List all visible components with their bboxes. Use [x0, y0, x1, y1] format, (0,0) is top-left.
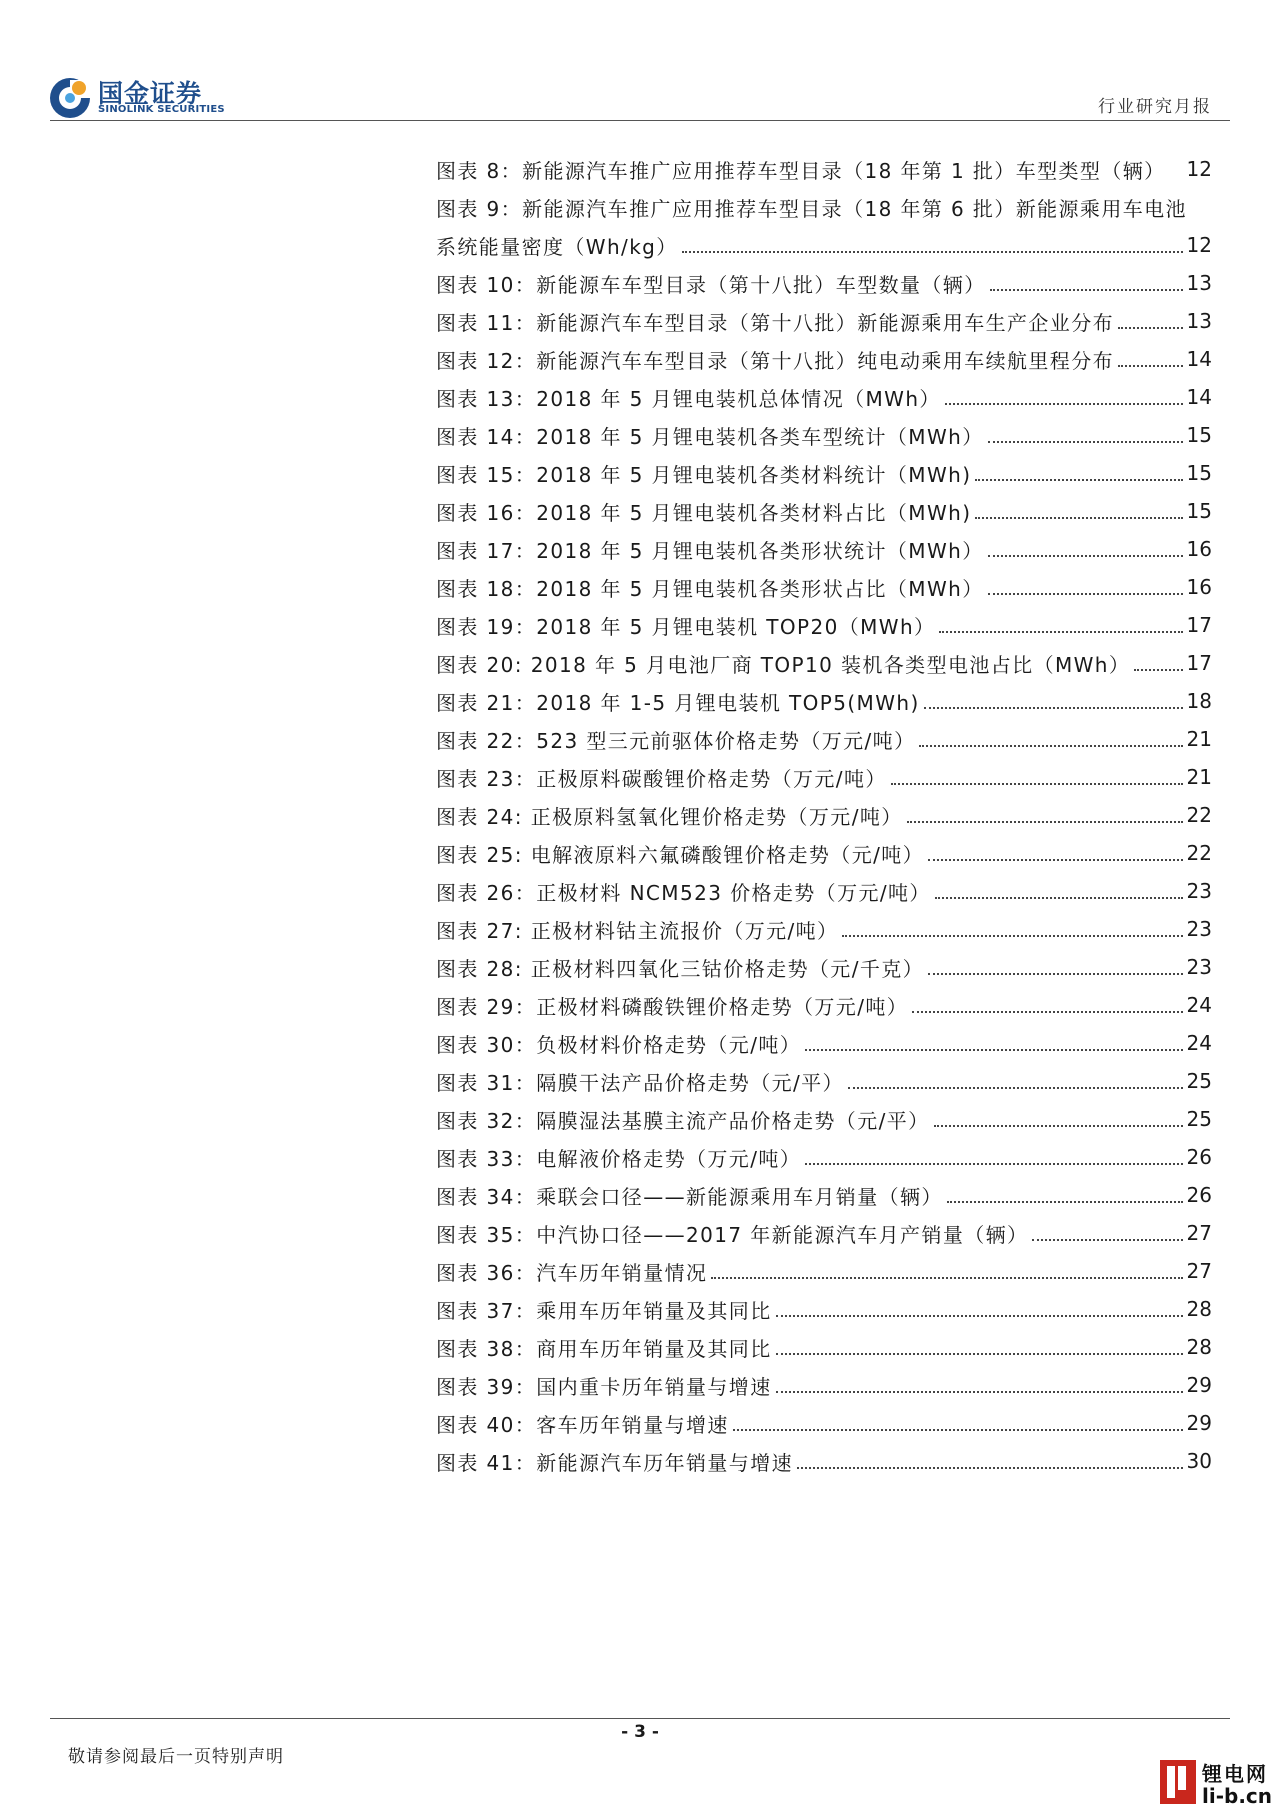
- toc-dot-leader: [975, 479, 1182, 481]
- toc-entry[interactable]: [436, 340, 1212, 378]
- toc-entry[interactable]: [436, 1328, 1212, 1366]
- toc-entry[interactable]: [436, 720, 1212, 758]
- toc-entry-title: 图表 33：电解液价格走势（万元/吨）: [436, 1143, 803, 1172]
- toc-entry[interactable]: [436, 568, 1212, 606]
- toc-entry-title: 图表 29：正极材料磷酸铁锂价格走势（万元/吨）: [436, 991, 910, 1020]
- toc-entry-page: 17: [1186, 613, 1212, 637]
- toc-entry-page: 28: [1186, 1335, 1212, 1359]
- toc-entry[interactable]: [436, 1024, 1212, 1062]
- toc-entry-title: 图表 26：正极材料 NCM523 价格走势（万元/吨）: [436, 877, 933, 906]
- toc-entry-page: 24: [1186, 993, 1212, 1017]
- toc-entry[interactable]: [436, 416, 1212, 454]
- toc-entry-title: 图表 12：新能源汽车车型目录（第十八批）纯电动乘用车续航里程分布: [436, 345, 1116, 374]
- toc-entry-page: 12: [1186, 233, 1212, 257]
- toc-entry[interactable]: [436, 378, 1212, 416]
- toc-entry-title: 图表 18：2018 年 5 月锂电装机各类形状占比（MWh）: [436, 573, 986, 602]
- toc-dot-leader: [945, 403, 1183, 405]
- toc-entry-title: 图表 35：中汽协口径——2017 年新能源汽车月产销量（辆）: [436, 1219, 1030, 1248]
- disclaimer-text: 敬请参阅最后一页特别声明: [68, 1747, 284, 1767]
- watermark: [1160, 1752, 1280, 1810]
- toc-entry-title: 图表 17：2018 年 5 月锂电装机各类形状统计（MWh）: [436, 535, 986, 564]
- watermark-url: li-b.cn: [1202, 1784, 1273, 1808]
- toc-entry-page: 25: [1186, 1069, 1212, 1093]
- toc-entry[interactable]: [436, 492, 1212, 530]
- toc-dot-leader: [934, 1125, 1183, 1127]
- toc-entry-title: 图表 20: 2018 年 5 月电池厂商 TOP10 装机各类型电池占比（MWh）: [436, 649, 1132, 678]
- toc-dot-leader: [848, 1087, 1183, 1089]
- toc-entry-title: 图表 23：正极原料碳酸锂价格走势（万元/吨）: [436, 763, 889, 792]
- toc-entry-page: 23: [1186, 955, 1212, 979]
- logo-english-name: SINOLINK SECURITIES: [98, 104, 225, 115]
- toc-entry-title: 图表 40：客车历年销量与增速: [436, 1409, 731, 1438]
- toc-dot-leader: [928, 859, 1183, 861]
- toc-entry-page: 16: [1186, 575, 1212, 599]
- toc-dot-leader: [919, 745, 1182, 747]
- company-logo: [48, 74, 238, 120]
- toc-entry-page: 26: [1186, 1183, 1212, 1207]
- toc-entry-title: 图表 39：国内重卡历年销量与增速: [436, 1371, 774, 1400]
- report-type-label: 行业研究月报: [1098, 97, 1212, 117]
- toc-entry[interactable]: [436, 872, 1212, 910]
- toc-entry-page: 21: [1186, 727, 1212, 751]
- toc-dot-leader: [1118, 327, 1183, 329]
- page-header: [0, 0, 1280, 125]
- toc-entry-title: 图表 24: 正极原料氢氧化锂价格走势（万元/吨）: [436, 801, 905, 830]
- toc-entry-title: 图表 19：2018 年 5 月锂电装机 TOP20（MWh）: [436, 611, 937, 640]
- toc-entry-title: 图表 34：乘联会口径——新能源乘用车月销量（辆）: [436, 1181, 945, 1210]
- toc-dot-leader: [797, 1467, 1183, 1469]
- toc-entry-title: 图表 25: 电解液原料六氟磷酸锂价格走势（元/吨）: [436, 839, 926, 868]
- toc-entry-page: 14: [1186, 385, 1212, 409]
- toc-entry[interactable]: [436, 606, 1212, 644]
- toc-entry-page: 29: [1186, 1411, 1212, 1435]
- toc-dot-leader: [1118, 365, 1183, 367]
- page-number: - 3 -: [621, 1722, 659, 1742]
- toc-dot-leader: [1134, 669, 1182, 671]
- toc-entry-page: 23: [1186, 917, 1212, 941]
- toc-entry-title: 图表 41：新能源汽车历年销量与增速: [436, 1447, 795, 1476]
- toc-dot-leader: [733, 1429, 1183, 1431]
- header-divider: [50, 120, 1230, 121]
- toc-entry-page: 25: [1186, 1107, 1212, 1131]
- toc-entry-title: 图表 37：乘用车历年销量及其同比: [436, 1295, 774, 1324]
- toc-dot-leader: [988, 593, 1183, 595]
- toc-entry-page: 27: [1186, 1259, 1212, 1283]
- logo-chinese-name: 国金证券: [98, 79, 203, 108]
- toc-entry-page: 23: [1186, 879, 1212, 903]
- toc-entry-title: 图表 32：隔膜湿法基膜主流产品价格走势（元/平）: [436, 1105, 932, 1134]
- toc-dot-leader: [776, 1353, 1183, 1355]
- toc-entry[interactable]: [436, 226, 1212, 264]
- toc-entry-title: 图表 38：商用车历年销量及其同比: [436, 1333, 774, 1362]
- toc-entry-page: 12: [1186, 157, 1212, 181]
- toc-entry-title: 图表 11：新能源汽车车型目录（第十八批）新能源乘用车生产企业分布: [436, 307, 1116, 336]
- toc-dot-leader: [1032, 1239, 1182, 1241]
- toc-entry-page: 16: [1186, 537, 1212, 561]
- toc-dot-leader: [939, 631, 1182, 633]
- toc-dot-leader: [907, 821, 1183, 823]
- toc-entry[interactable]: [436, 948, 1212, 986]
- toc-entry-title: 图表 14：2018 年 5 月锂电装机各类车型统计（MWh）: [436, 421, 986, 450]
- toc-entry-page: 13: [1186, 271, 1212, 295]
- toc-entry[interactable]: [436, 454, 1212, 492]
- toc-entry[interactable]: [436, 986, 1212, 1024]
- toc-entry-title: 图表 13：2018 年 5 月锂电装机总体情况（MWh）: [436, 383, 943, 412]
- toc-entry-page: 15: [1186, 499, 1212, 523]
- watermark-chinese: 锂电网: [1202, 1762, 1268, 1786]
- toc-dot-leader: [711, 1277, 1182, 1279]
- toc-dot-leader: [975, 517, 1182, 519]
- toc-entry-title: 图表 27: 正极材料钴主流报价（万元/吨）: [436, 915, 840, 944]
- toc-entry[interactable]: [436, 264, 1212, 302]
- toc-entry[interactable]: [436, 150, 1212, 188]
- toc-entry-page: 14: [1186, 347, 1212, 371]
- toc-entry-page: 22: [1186, 803, 1212, 827]
- toc-entry[interactable]: [436, 188, 1212, 226]
- toc-entry-title: 图表 36：汽车历年销量情况: [436, 1257, 709, 1286]
- toc-dot-leader: [924, 707, 1183, 709]
- toc-dot-leader: [935, 897, 1183, 899]
- toc-entry[interactable]: [436, 530, 1212, 568]
- toc-entry[interactable]: [436, 1176, 1212, 1214]
- toc-dot-leader: [805, 1163, 1182, 1165]
- footer-divider: [50, 1718, 1230, 1719]
- toc-entry-page: 17: [1186, 651, 1212, 675]
- toc-entry-title: 图表 21：2018 年 1-5 月锂电装机 TOP5(MWh): [436, 687, 922, 716]
- toc-entry-page: 22: [1186, 841, 1212, 865]
- toc-entry-title: 图表 15：2018 年 5 月锂电装机各类材料统计（MWh): [436, 459, 973, 488]
- toc-entry[interactable]: [436, 1100, 1212, 1138]
- toc-dot-leader: [776, 1391, 1183, 1393]
- watermark-logo-icon: [1160, 1760, 1196, 1804]
- toc-entry-page: 29: [1186, 1373, 1212, 1397]
- toc-dot-leader: [682, 251, 1183, 253]
- toc-entry[interactable]: [436, 1366, 1212, 1404]
- toc-entry-title: 图表 28: 正极材料四氧化三钴价格走势（元/千克）: [436, 953, 926, 982]
- toc-dot-leader: [928, 973, 1183, 975]
- toc-entry-title: 图表 9：新能源汽车推广应用推荐车型目录（18 年第 6 批）新能源乘用车电池: [436, 193, 1212, 222]
- sinolink-logo-icon: [48, 76, 92, 120]
- toc-entry-page: 15: [1186, 423, 1212, 447]
- toc-entry-page: 15: [1186, 461, 1212, 485]
- toc-dot-leader: [988, 555, 1183, 557]
- toc-entry[interactable]: [436, 682, 1212, 720]
- toc-dot-leader: [891, 783, 1183, 785]
- toc-dot-leader: [842, 935, 1182, 937]
- toc-dot-leader: [912, 1011, 1182, 1013]
- toc-entry[interactable]: [436, 834, 1212, 872]
- toc-entry-page: 13: [1186, 309, 1212, 333]
- toc-entry-title: 图表 22：523 型三元前驱体价格走势（万元/吨）: [436, 725, 917, 754]
- toc-entry-page: 18: [1186, 689, 1212, 713]
- toc-entry-title: 图表 31：隔膜干法产品价格走势（元/平）: [436, 1067, 846, 1096]
- toc-entry-title: 图表 10：新能源车车型目录（第十八批）车型数量（辆）: [436, 269, 988, 298]
- toc-dot-leader: [988, 441, 1183, 443]
- toc-entry-title: 图表 8：新能源汽车推广应用推荐车型目录（18 年第 1 批）车型类型（辆）: [436, 155, 1187, 184]
- toc-entry-title: 图表 16：2018 年 5 月锂电装机各类材料占比（MWh): [436, 497, 973, 526]
- toc-entry-page: 21: [1186, 765, 1212, 789]
- toc-entry[interactable]: [436, 1062, 1212, 1100]
- toc-dot-leader: [990, 289, 1183, 291]
- toc-entry[interactable]: [436, 1290, 1212, 1328]
- toc-dot-leader: [947, 1201, 1183, 1203]
- toc-entry-page: 30: [1186, 1449, 1212, 1473]
- toc-entry[interactable]: [436, 1138, 1212, 1176]
- toc-entry-title: 图表 30：负极材料价格走势（元/吨）: [436, 1029, 803, 1058]
- toc-entry-page: 24: [1186, 1031, 1212, 1055]
- toc-entry-page: 26: [1186, 1145, 1212, 1169]
- toc-entry[interactable]: [436, 758, 1212, 796]
- toc-dot-leader: [776, 1315, 1183, 1317]
- toc-entry[interactable]: [436, 1214, 1212, 1252]
- toc-entry[interactable]: [436, 302, 1212, 340]
- toc-entry[interactable]: [436, 910, 1212, 948]
- table-of-figures: [436, 150, 1212, 1480]
- toc-entry-page: 27: [1186, 1221, 1212, 1245]
- toc-entry[interactable]: [436, 796, 1212, 834]
- toc-entry-title: 系统能量密度（Wh/kg）: [436, 231, 680, 260]
- toc-entry[interactable]: [436, 644, 1212, 682]
- toc-entry[interactable]: [436, 1442, 1212, 1480]
- toc-entry[interactable]: [436, 1252, 1212, 1290]
- toc-entry-page: 28: [1186, 1297, 1212, 1321]
- toc-entry[interactable]: [436, 1404, 1212, 1442]
- toc-dot-leader: [805, 1049, 1182, 1051]
